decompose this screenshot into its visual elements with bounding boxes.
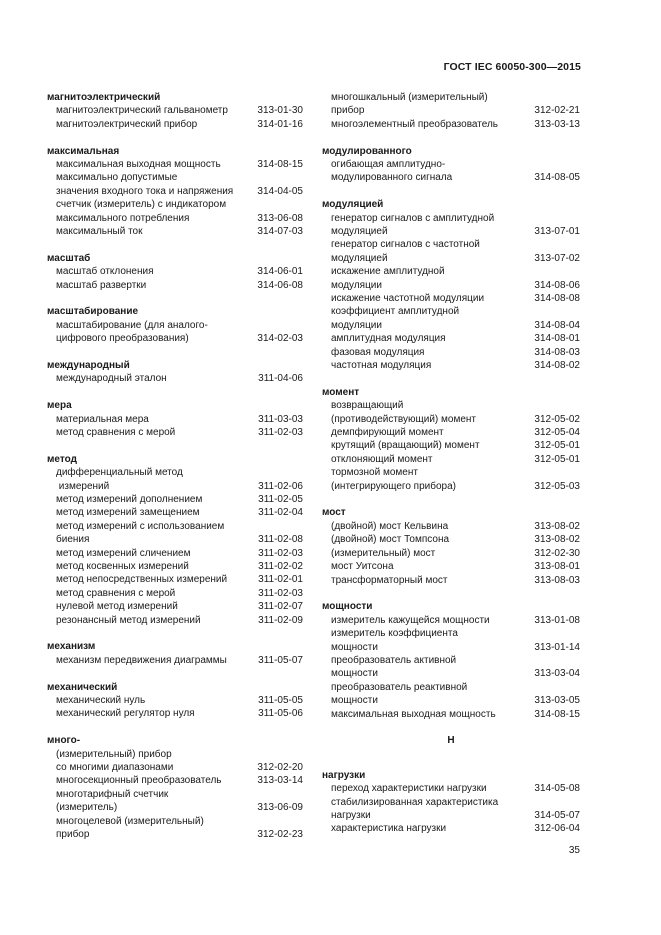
entry-text [56,788,251,815]
index-entry [47,614,303,627]
entry-text [331,708,528,721]
index-entry [322,681,580,708]
entry-line: модулированного сигнала [331,172,453,184]
index-entry [47,815,303,842]
entry-code: 312-02-21 [534,105,580,117]
entry-text [331,118,528,131]
entry-line: нагрузки [331,809,371,821]
index-entry [322,91,580,118]
index-entry [47,118,303,131]
index-term: масштаб [47,252,91,264]
entry-text [331,560,528,573]
entry-text [331,574,528,587]
entry-code: 311-05-05 [258,695,303,707]
entry-code: 312-06-04 [534,823,580,835]
index-entry [47,225,303,238]
index-entry [47,560,303,573]
entry-text [56,104,251,117]
entry-code: 313-01-14 [534,641,580,653]
entry-code: 314-08-15 [534,708,580,720]
entry-text [331,654,528,681]
index-term: максимальная [47,145,120,157]
index-section [47,734,303,841]
entry-line: нулевой метод измерений [56,601,178,613]
entry-code: 311-02-07 [258,601,303,613]
entry-line: возвращающий [331,400,404,412]
entry-text [56,225,251,238]
entry-line: (измерительный) прибор [56,748,172,760]
entry-text [331,265,528,292]
entry-code: 314-08-08 [534,293,580,305]
entry-text [331,426,528,439]
entry-text [331,158,528,185]
entry-text [331,822,528,835]
entry-text [331,796,528,823]
entry-line: максимальная выходная мощность [56,158,221,170]
entry-text [331,533,528,546]
index-entry [322,654,580,681]
index-term: механизм [47,641,96,653]
index-entry [322,265,580,292]
entry-code: 314-08-06 [534,279,580,291]
index-section [47,453,303,627]
entry-code: 311-02-03 [258,587,303,599]
entry-line: дифференциальный метод [56,467,183,479]
index-term: метод [47,453,77,465]
entry-text [56,694,251,707]
entry-code: 314-06-08 [257,279,303,291]
entry-text [331,547,528,560]
entry-line: (измеритель) [56,802,118,814]
index-entry [322,520,580,533]
index-entry [47,265,303,278]
entry-line: генератор сигналов с частотной [331,239,480,251]
entry-text [331,399,528,426]
entry-text [56,774,251,787]
entry-code: 314-02-03 [257,333,303,345]
index-entry [47,573,303,586]
entry-text [56,493,251,506]
index-section [322,386,580,493]
entry-text [56,198,251,225]
entry-code: 314-08-01 [534,333,580,345]
entry-text [56,171,251,198]
index-section [47,359,303,386]
entry-text [56,748,251,775]
index-group-n [322,769,580,836]
entry-line: метод измерений сличением [56,547,191,559]
entry-line: мощности [331,695,378,707]
entry-line: максимальная выходная мощность [331,708,496,720]
entry-code: 311-02-01 [258,574,303,586]
index-entry [47,506,303,519]
entry-code: 312-02-20 [257,762,303,774]
entry-text [331,292,528,305]
index-entry [47,171,303,198]
entry-code: 313-08-03 [534,574,580,586]
entry-line: трансформаторный мост [331,574,448,586]
entry-code: 313-03-05 [534,695,580,707]
index-section [322,600,580,721]
entry-text [56,413,251,426]
entry-line: искажение частотной модуляции [331,293,485,305]
entry-line: переход характеристики нагрузки [331,783,487,795]
entry-line: (двойной) мост Томпсона [331,534,450,546]
entry-line: метод сравнения с мерой [56,587,176,599]
entry-line: максимального потребления [56,212,190,224]
entry-code: 314-08-05 [534,172,580,184]
entry-text [56,279,251,292]
entry-line: многотарифный счетчик [56,788,169,800]
index-term: масштабирование [47,306,139,318]
index-term: нагрузки [322,769,366,781]
index-entry [322,158,580,185]
index-entry [322,822,580,835]
entry-code: 313-06-08 [257,212,303,224]
index-entry [322,118,580,131]
letter-divider: Н [447,735,455,747]
entry-code: 314-05-07 [534,809,580,821]
entry-line: преобразователь активной [331,654,457,666]
entry-code: 311-02-02 [258,561,303,573]
entry-line: мощности [331,641,378,653]
entry-text [331,439,528,452]
entry-code: 313-08-02 [534,534,580,546]
entry-code: 312-05-02 [534,413,580,425]
entry-line: метод измерений с использованием [56,520,225,532]
entry-line: метод измерений дополнением [56,493,203,505]
index-term: мощности [322,601,373,613]
entry-text [331,681,528,708]
entry-line: (интегрирующего прибора) [331,480,456,492]
entry-text [331,238,528,265]
entry-code: 312-05-01 [534,453,580,465]
entry-line: метод непосредственных измерений [56,574,228,586]
entry-text [331,782,528,795]
entry-line: измеритель коэффициента [331,628,458,640]
entry-line: биения [56,534,90,546]
entry-line: измерений [56,480,110,492]
entry-code: 311-02-06 [258,480,303,492]
entry-text [56,265,251,278]
index-entry [47,748,303,775]
entry-line: метод сравнения с мерой [56,426,176,438]
index-entry [322,359,580,372]
entry-line: модуляцией [331,226,388,237]
entry-text [56,426,251,439]
index-entry [47,547,303,560]
index-section [322,198,580,372]
entry-line: максимальный ток [56,226,143,238]
index-entry [47,104,303,117]
entry-line: многошкальный (измерительный) [331,92,488,103]
entry-code: 311-02-05 [258,493,303,505]
entry-line: масштаб развертки [56,279,147,291]
index-entry [47,426,303,439]
index-entry [322,453,580,466]
index-section [47,399,303,439]
entry-text [331,453,528,466]
entry-text [331,346,528,359]
index-section [47,91,303,131]
entry-text [56,158,251,171]
entry-code: 314-07-03 [257,226,303,238]
index-entry [47,198,303,225]
index-section [47,252,303,292]
index-entry [47,372,303,385]
index-entry [322,796,580,823]
entry-line: значения входного тока и напряжения [56,185,234,197]
entry-line: механический регулятор нуля [56,708,195,720]
index-entry [47,158,303,171]
entry-line: (двойной) мост Кельвина [331,520,449,532]
index-section [322,769,580,836]
entry-code: 311-05-06 [258,708,303,720]
entry-line: преобразователь реактивной [331,681,468,693]
entry-line: стабилизированная характеристика [331,796,499,808]
entry-code: 311-05-07 [258,654,303,666]
index-entry [47,694,303,707]
entry-line: материальная мера [56,413,149,425]
index-section [47,640,303,667]
entry-code: 313-03-14 [257,775,303,787]
entry-line: (измерительный) мост [331,547,436,559]
index-entry [322,614,580,627]
index-entry [322,708,580,721]
entry-line: многоцелевой (измерительный) [56,815,204,827]
index-entry [47,600,303,613]
index-entry [322,560,580,573]
index-entry [47,520,303,547]
entry-text [331,332,528,345]
entry-code: 314-04-05 [257,185,303,197]
index-entry [322,439,580,452]
entry-line: мост Уитсона [331,561,394,573]
index-entry [322,238,580,265]
entry-line: масштаб отклонения [56,266,154,278]
entry-text [56,614,251,627]
entry-line: (противодействующий) момент [331,413,476,425]
entry-code: 312-02-23 [257,829,303,841]
entry-text [56,815,251,842]
entry-line: счетчик (измеритель) с индикатором [56,199,227,211]
entry-line: магнитоэлектрический прибор [56,118,198,130]
entry-text [56,466,251,493]
index-group-m [322,91,580,721]
entry-line: прибор [331,105,365,117]
entry-text [331,212,528,239]
index-entry [322,533,580,546]
entry-line: модуляции [331,319,382,331]
entry-code: 313-08-02 [534,520,580,532]
index-section [47,145,303,239]
page-number: 35 [568,845,580,856]
entry-line: многосекционный преобразователь [56,775,222,787]
entry-line: механический нуль [56,695,146,707]
entry-text [56,573,251,586]
index-entry [47,788,303,815]
entry-text [56,587,251,600]
entry-text [331,305,528,332]
entry-code: 312-02-30 [534,547,580,559]
entry-code: 312-05-03 [534,480,580,492]
index-section [322,91,580,131]
index-entry [47,319,303,346]
entry-text [56,547,251,560]
entry-line: огибающая амплитудно- [331,159,446,170]
index-section [322,145,580,185]
entry-text [331,359,528,372]
entry-code: 313-03-13 [534,118,580,130]
entry-code: 314-01-16 [257,118,303,130]
index-column-left [47,91,303,855]
entry-code: 313-07-01 [534,226,580,237]
entry-line: отклоняющий момент [331,453,433,465]
entry-text [56,118,251,131]
document-header: ГОСТ IEC 60050-300—2015 [443,61,581,73]
entry-line: искажение амплитудной [331,266,445,278]
index-section [47,681,303,721]
entry-line: прибор [56,829,90,841]
index-term: много- [47,735,81,747]
index-column-right [322,91,580,849]
entry-code: 313-01-08 [534,614,580,626]
entry-line: крутящий (вращающий) момент [331,440,480,452]
entry-text [331,627,528,654]
index-entry [322,346,580,359]
entry-line: амплитудная модуляция [331,333,446,345]
index-entry [47,279,303,292]
entry-line: тормозной момент [331,467,418,479]
entry-text [56,560,251,573]
entry-code: 312-05-01 [534,440,580,452]
entry-line: фазовая модуляция [331,346,425,358]
entry-line: демпфирующий момент [331,427,444,439]
index-entry [47,707,303,720]
index-term: международный [47,360,130,371]
index-section [47,305,303,345]
entry-text [331,520,528,533]
index-term: модулированного [322,145,412,157]
entry-code: 313-07-02 [534,252,580,264]
index-entry [322,574,580,587]
entry-line: модуляцией [331,252,388,264]
entry-code: 311-02-04 [258,507,303,519]
entry-line: характеристика нагрузки [331,823,447,835]
entry-line: резонансный метод измерений [56,614,201,626]
entry-code: 313-01-30 [257,105,303,117]
index-entry [47,774,303,787]
entry-line: многоэлементный преобразователь [331,118,498,130]
index-term: модуляцией [322,199,384,211]
entry-line: магнитоэлектрический гальванометр [56,105,228,117]
index-entry [47,466,303,493]
index-entry [322,466,580,493]
entry-code: 313-08-01 [534,561,580,573]
entry-line: мощности [331,668,378,680]
entry-code: 313-06-09 [257,802,303,814]
entry-code: 314-08-03 [534,346,580,358]
entry-text [331,91,528,118]
index-entry [47,587,303,600]
entry-code: 314-08-15 [257,158,303,170]
index-term: магнитоэлектрический [47,92,161,103]
entry-text [331,466,528,493]
entry-code: 314-08-04 [534,319,580,331]
entry-text [56,319,251,346]
entry-text [56,600,251,613]
entry-text [56,707,251,720]
entry-code: 311-04-06 [258,373,303,385]
entry-code: 314-06-01 [257,266,303,278]
entry-code: 312-05-04 [534,427,580,439]
index-term: механический [47,681,118,693]
entry-line: со многими диапазонами [56,762,174,774]
entry-code: 311-03-03 [258,413,303,425]
entry-text [56,654,251,667]
entry-text [331,614,528,627]
entry-code: 314-08-02 [534,360,580,372]
index-entry [47,413,303,426]
index-entry [47,654,303,667]
index-entry [322,627,580,654]
entry-code: 311-02-03 [258,426,303,438]
index-entry [47,493,303,506]
entry-line: механизм передвижения диаграммы [56,654,227,666]
entry-line: коэффициент амплитудной [331,306,460,318]
index-entry [322,212,580,239]
entry-text [56,520,251,547]
entry-line: метод измерений замещением [56,507,200,519]
index-entry [322,292,580,305]
index-entry [322,426,580,439]
entry-text [56,506,251,519]
entry-code: 311-02-08 [258,534,303,546]
index-entry [322,782,580,795]
entry-text [56,372,251,385]
index-entry [322,547,580,560]
index-entry [322,305,580,332]
entry-line: международный эталон [56,373,167,385]
index-entry [322,332,580,345]
entry-line: частотная модуляция [331,360,432,372]
entry-code: 314-05-08 [534,783,580,795]
index-term: мера [47,400,72,412]
entry-code: 313-03-04 [534,668,580,680]
entry-line: генератор сигналов с амплитудной [331,212,495,224]
index-section [322,506,580,586]
index-term: мост [322,507,346,519]
index-term: момент [322,386,360,398]
entry-code: 311-02-09 [258,614,303,626]
entry-line: метод косвенных измерений [56,561,189,573]
entry-code: 311-02-03 [258,547,303,559]
entry-line: измеритель кажущейся мощности [331,614,490,626]
entry-line: максимально допустимые [56,172,178,184]
entry-line: цифрового преобразования) [56,333,189,345]
entry-line: модуляции [331,279,382,291]
entry-line: масштабирование (для аналого- [56,319,208,331]
index-entry [322,399,580,426]
